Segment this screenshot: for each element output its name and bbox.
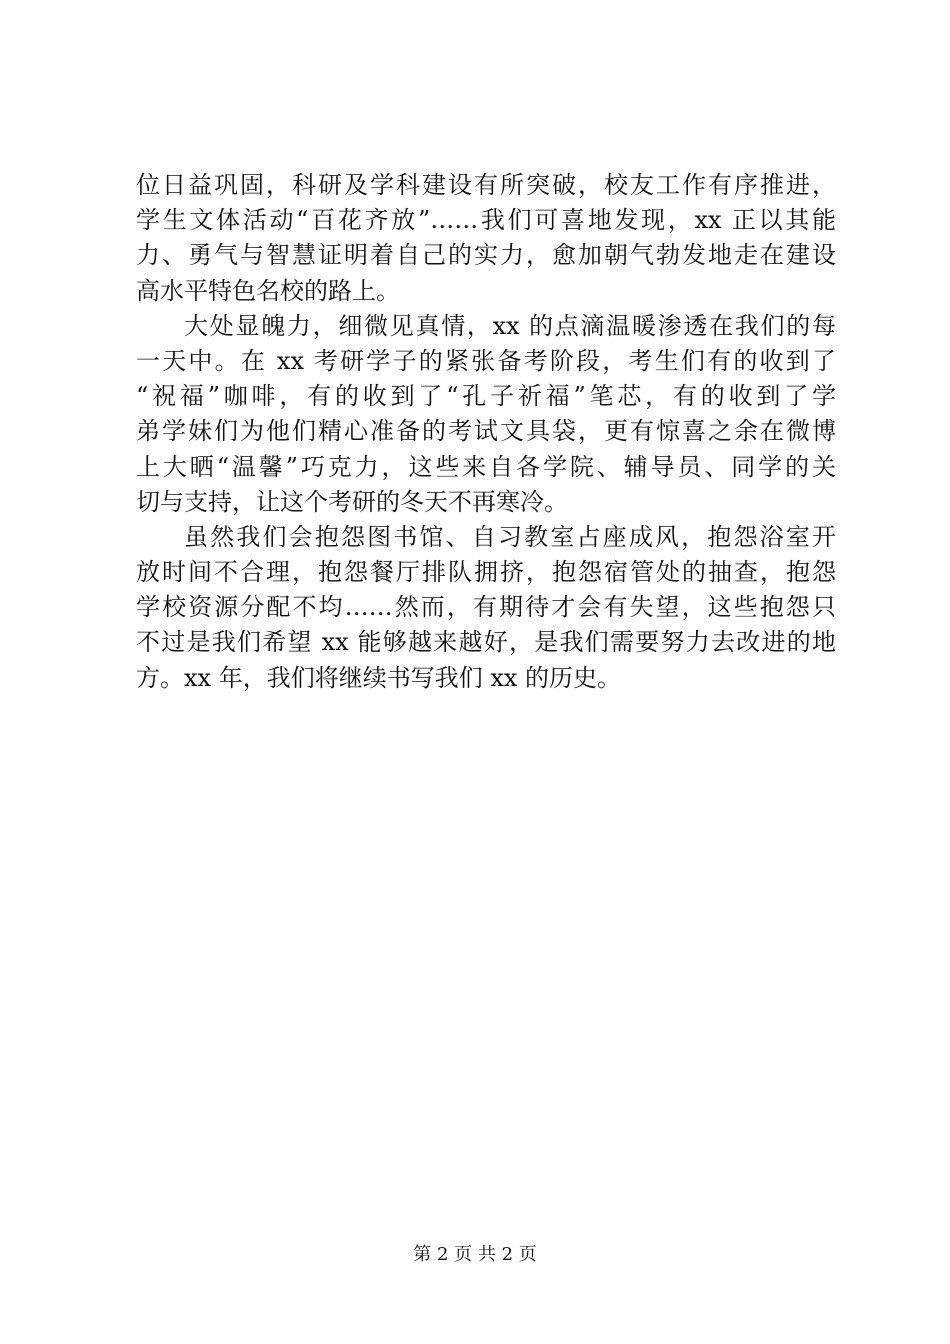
text-line: 学生文体活动“百花齐放”……我们可喜地发现，xx 正以其能	[136, 206, 836, 235]
text-line: 方。xx 年，我们将继续书写我们 xx 的历史。	[136, 663, 622, 692]
paragraph-3	[136, 520, 836, 696]
text-line: 学校资源分配不均……然而，有期待才会有失望，这些抱怨只	[136, 593, 836, 622]
text-line: 力、勇气与智慧证明着自己的实力，愈加朝气勃发地走在建设	[136, 241, 836, 270]
text-line: 虽然我们会抱怨图书馆、自习教室占座成风，抱怨浴室开	[184, 522, 836, 551]
text-line: 不过是我们希望 xx 能够越来越好，是我们需要努力去改进的地	[136, 628, 836, 657]
paragraph-2	[136, 309, 836, 520]
paragraph-1	[136, 168, 836, 309]
text-line: 上大晒“温馨”巧克力，这些来自各学院、辅导员、同学的关	[136, 452, 836, 481]
text-line: 位日益巩固，科研及学科建设有所突破，校友工作有序推进，	[136, 171, 836, 199]
document-body	[136, 168, 836, 696]
text-line: 高水平特色名校的路上。	[136, 276, 400, 305]
text-line: “祝福”咖啡，有的收到了“孔子祈福”笔芯，有的收到了学	[136, 382, 836, 411]
text-line: 大处显魄力，细微见真情，xx 的点滴温暖渗透在我们的每	[184, 311, 836, 340]
page-number-label: 第 2 页 共 2 页	[413, 1244, 537, 1265]
text-line: 弟学妹们为他们精心准备的考试文具袋，更有惊喜之余在微博	[136, 417, 836, 446]
text-line: 切与支持，让这个考研的冬天不再寒冷。	[136, 487, 568, 516]
text-line: 一天中。在 xx 考研学子的紧张备考阶段，考生们有的收到了	[136, 346, 836, 375]
text-line: 放时间不合理，抱怨餐厅排队拥挤，抱怨宿管处的抽查，抱怨	[136, 558, 836, 587]
page-footer	[0, 1243, 950, 1267]
